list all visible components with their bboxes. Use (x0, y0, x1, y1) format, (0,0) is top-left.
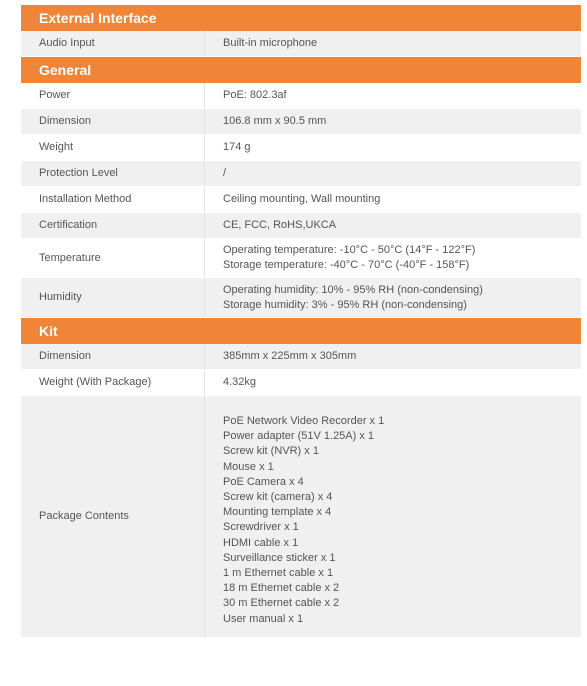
spec-value: 4.32kg (223, 376, 257, 388)
spec-value-line: Storage humidity: 3% - 95% RH (non-condensing) (223, 298, 467, 311)
spec-row-kit-weight (21, 370, 581, 396)
spec-value (205, 396, 581, 637)
spec-value: / (223, 167, 227, 179)
spec-value: CE, FCC, RoHS,UKCA (223, 219, 337, 231)
spec-label: Weight (21, 135, 205, 160)
package-item: Surveillance sticker x 1 (223, 551, 336, 564)
package-item: Mouse x 1 (223, 460, 274, 473)
spec-label: Protection Level (21, 161, 205, 186)
package-item: 30 m Ethernet cable x 2 (223, 597, 340, 610)
spec-value-line: Operating humidity: 10% - 95% RH (non-condensing) (223, 283, 483, 296)
spec-value: Built-in microphone (223, 37, 318, 49)
package-item: Screwdriver x 1 (223, 521, 299, 534)
spec-value (205, 239, 581, 277)
spec-value: 385mm x 225mm x 305mm (223, 350, 357, 362)
package-item: 18 m Ethernet cable x 2 (223, 582, 340, 595)
spec-row-kit-dimension (21, 344, 581, 370)
package-item: 1 m Ethernet cable x 1 (223, 567, 334, 580)
spec-label: Dimension (21, 344, 205, 369)
spec-row-temperature (21, 239, 581, 278)
spec-label: Power (21, 83, 205, 108)
spec-row-weight (21, 135, 581, 161)
spec-row-audio-input (21, 31, 581, 57)
spec-value-line: Storage temperature: -40°C - 70°C (-40°F - 158°F) (223, 259, 470, 271)
spec-label: Dimension (21, 109, 205, 134)
spec-value (205, 278, 581, 317)
spec-label: Audio Input (21, 31, 205, 56)
spec-value: 106.8 mm x 90.5 mm (223, 115, 327, 127)
spec-row-installation-method (21, 187, 581, 213)
spec-row-package-contents (21, 396, 581, 638)
package-item: Power adapter (51V 1.25A) x 1 (223, 430, 375, 443)
spec-value: PoE: 802.3af (223, 89, 287, 101)
spec-value-line: Operating temperature: -10°C - 50°C (14°F - 122°F) (223, 244, 476, 256)
spec-table (21, 5, 581, 638)
spec-value: Ceiling mounting, Wall mounting (223, 193, 381, 205)
section-header-general: General (21, 57, 581, 83)
package-item: PoE Camera x 4 (223, 475, 304, 488)
spec-row-certification (21, 213, 581, 239)
package-item: Screw kit (camera) x 4 (223, 491, 333, 504)
spec-row-humidity (21, 278, 581, 318)
spec-label: Humidity (21, 278, 205, 317)
section-header-kit: Kit (21, 318, 581, 344)
spec-row-protection-level (21, 161, 581, 187)
spec-label: Certification (21, 213, 205, 238)
package-item: User manual x 1 (223, 612, 304, 625)
section-header-external-interface: External Interface (21, 5, 581, 31)
spec-value: 174 g (223, 141, 251, 153)
spec-label: Weight (With Package) (21, 370, 205, 395)
spec-row-dimension (21, 109, 581, 135)
package-item: PoE Network Video Recorder x 1 (223, 415, 385, 427)
spec-row-power (21, 83, 581, 109)
package-item: HDMI cable x 1 (223, 536, 299, 549)
package-item: Screw kit (NVR) x 1 (223, 445, 319, 458)
spec-label: Installation Method (21, 187, 205, 212)
spec-label: Temperature (21, 239, 205, 277)
spec-label: Package Contents (21, 396, 205, 637)
package-item: Mounting template x 4 (223, 506, 332, 519)
